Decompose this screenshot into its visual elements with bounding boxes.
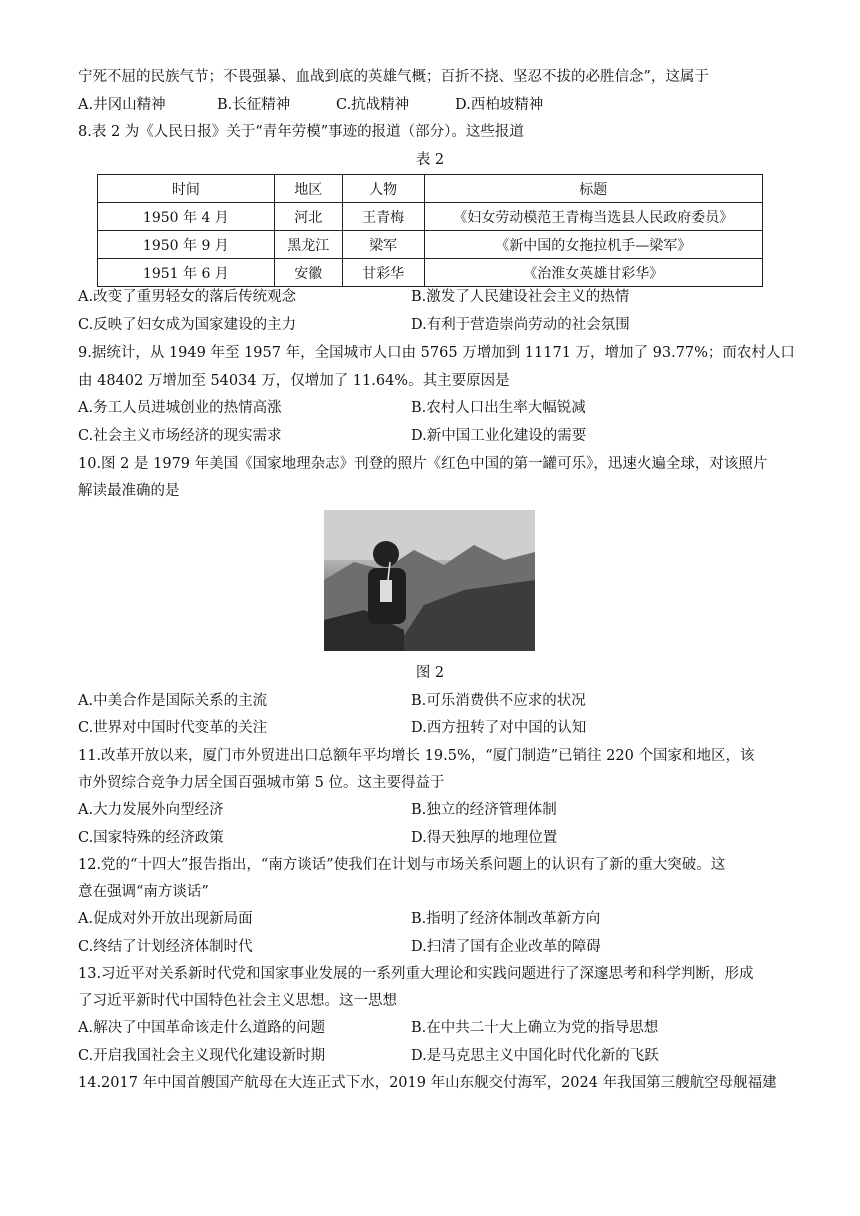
table-header-cell: 人物 (342, 175, 424, 203)
q8-option-c[interactable]: C.反映了妇女成为国家建设的主力 (78, 317, 297, 333)
table-header-row (98, 175, 763, 203)
table-header-cell: 标题 (424, 175, 762, 203)
q9-stem-line1: 9.据统计，从 1949 年至 1957 年，全国城市人口由 5765 万增加到 11171 万，增加了 93.77%；而农村人口 (78, 345, 795, 361)
q13-option-d[interactable]: D.是马克思主义中国化时代化新的飞跃 (411, 1048, 659, 1064)
q7-option-a[interactable]: A.井冈山精神 (78, 97, 166, 113)
q9-option-d[interactable]: D.新中国工业化建设的需要 (411, 428, 587, 444)
q12-stem-line2: 意在强调“南方谈话” (78, 884, 209, 900)
q13-stem-line2: 了习近平新时代中国特色社会主义思想。这一思想 (78, 993, 397, 1009)
q7-option-c[interactable]: C.抗战精神 (336, 97, 410, 113)
q13-option-c[interactable]: C.开启我国社会主义现代化建设新时期 (78, 1048, 326, 1064)
table-header-cell: 地区 (274, 175, 342, 203)
q9-stem-line2: 由 48402 万增加至 54034 万，仅增加了 11.64%。其主要原因是 (78, 373, 510, 389)
table-row (98, 231, 763, 259)
q9-option-c[interactable]: C.社会主义市场经济的现实需求 (78, 428, 282, 444)
table-cell: 梁军 (342, 231, 424, 259)
q10-option-c[interactable]: C.世界对中国时代变革的关注 (78, 720, 268, 736)
table-header-cell: 时间 (98, 175, 275, 203)
q10-stem-line2: 解读最准确的是 (78, 483, 180, 499)
q8-option-d[interactable]: D.有利于营造崇尚劳动的社会氛围 (411, 317, 630, 333)
q9-option-b[interactable]: B.农村人口出生率大幅锐减 (411, 400, 586, 416)
report-table (97, 174, 763, 287)
q12-option-b[interactable]: B.指明了经济体制改革新方向 (411, 911, 601, 927)
q14-stem-line1: 14.2017 年中国首艘国产航母在大连正式下水，2019 年山东舰交付海军，2024 年我国第三艘航空母舰福建 (78, 1075, 777, 1091)
q8-stem: 8.表 2 为《人民日报》关于“青年劳模”事迹的报道（部分）。这些报道 (78, 124, 524, 140)
q11-option-d[interactable]: D.得天独厚的地理位置 (411, 830, 558, 846)
q10-option-a[interactable]: A.中美合作是国际关系的主流 (78, 693, 268, 709)
table-cell: 黑龙江 (274, 231, 342, 259)
q12-option-c[interactable]: C.终结了计划经济体制时代 (78, 939, 253, 955)
table-cell: 安徽 (274, 259, 342, 287)
figure-caption: 图 2 (415, 665, 445, 681)
table-cell: 《新中国的女拖拉机手—梁军》 (424, 231, 762, 259)
table-cell: 《妇女劳动模范王青梅当选县人民政府委员》 (424, 203, 762, 231)
q12-option-a[interactable]: A.促成对外开放出现新局面 (78, 911, 253, 927)
q7-option-d[interactable]: D.西柏坡精神 (455, 97, 544, 113)
table-cell: 河北 (274, 203, 342, 231)
q9-option-a[interactable]: A.务工人员进城创业的热情高涨 (78, 400, 282, 416)
q13-option-b[interactable]: B.在中共二十大上确立为党的指导思想 (411, 1020, 659, 1036)
q11-option-c[interactable]: C.国家特殊的经济政策 (78, 830, 224, 846)
q10-option-b[interactable]: B.可乐消费供不应求的状况 (411, 693, 586, 709)
table-row (98, 203, 763, 231)
q10-stem-line1: 10.图 2 是 1979 年美国《国家地理杂志》刊登的照片《红色中国的第一罐可乐》，迅速火遍全球，对该照片 (78, 456, 768, 472)
q7-option-b[interactable]: B.长征精神 (217, 97, 291, 113)
table-cell: 甘彩华 (342, 259, 424, 287)
q11-option-a[interactable]: A.大力发展外向型经济 (78, 802, 224, 818)
coca-cola-photo (324, 510, 535, 651)
q10-option-d[interactable]: D.西方扭转了对中国的认知 (411, 720, 587, 736)
q11-stem-line2: 市外贸综合竞争力居全国百强城市第 5 位。这主要得益于 (78, 775, 445, 791)
q11-stem-line1: 11.改革开放以来，厦门市外贸进出口总额年平均增长 19.5%，“厦门制造”已销往 220 个国家和地区，该 (78, 748, 755, 764)
table-cell: 王青梅 (342, 203, 424, 231)
q11-option-b[interactable]: B.独立的经济管理体制 (411, 802, 557, 818)
q13-option-a[interactable]: A.解决了中国革命该走什么道路的问题 (78, 1020, 326, 1036)
table-cell: 1950 年 9 月 (98, 231, 275, 259)
q12-option-d[interactable]: D.扫清了国有企业改革的障碍 (411, 939, 601, 955)
table-caption: 表 2 (415, 152, 445, 168)
table-cell: 1950 年 4 月 (98, 203, 275, 231)
q12-stem-line1: 12.党的“十四大”报告指出，“南方谈话”使我们在计划与市场关系问题上的认识有了新的重大突破。这 (78, 857, 726, 873)
q13-stem-line1: 13.习近平对关系新时代党和国家事业发展的一系列重大理论和实践问题进行了深邃思考和科学判断，形成 (78, 966, 754, 982)
table-cell: 《治淮女英雄甘彩华》 (424, 259, 762, 287)
table-row (98, 259, 763, 287)
q8-option-a[interactable]: A.改变了重男轻女的落后传统观念 (78, 289, 297, 305)
q8-option-b[interactable]: B.激发了人民建设社会主义的热情 (411, 289, 630, 305)
q7-stem-continuation: 宁死不屈的民族气节；不畏强暴、血战到底的英雄气概；百折不挠、坚忍不拔的必胜信念”，这属于 (78, 69, 709, 85)
table-cell: 1951 年 6 月 (98, 259, 275, 287)
